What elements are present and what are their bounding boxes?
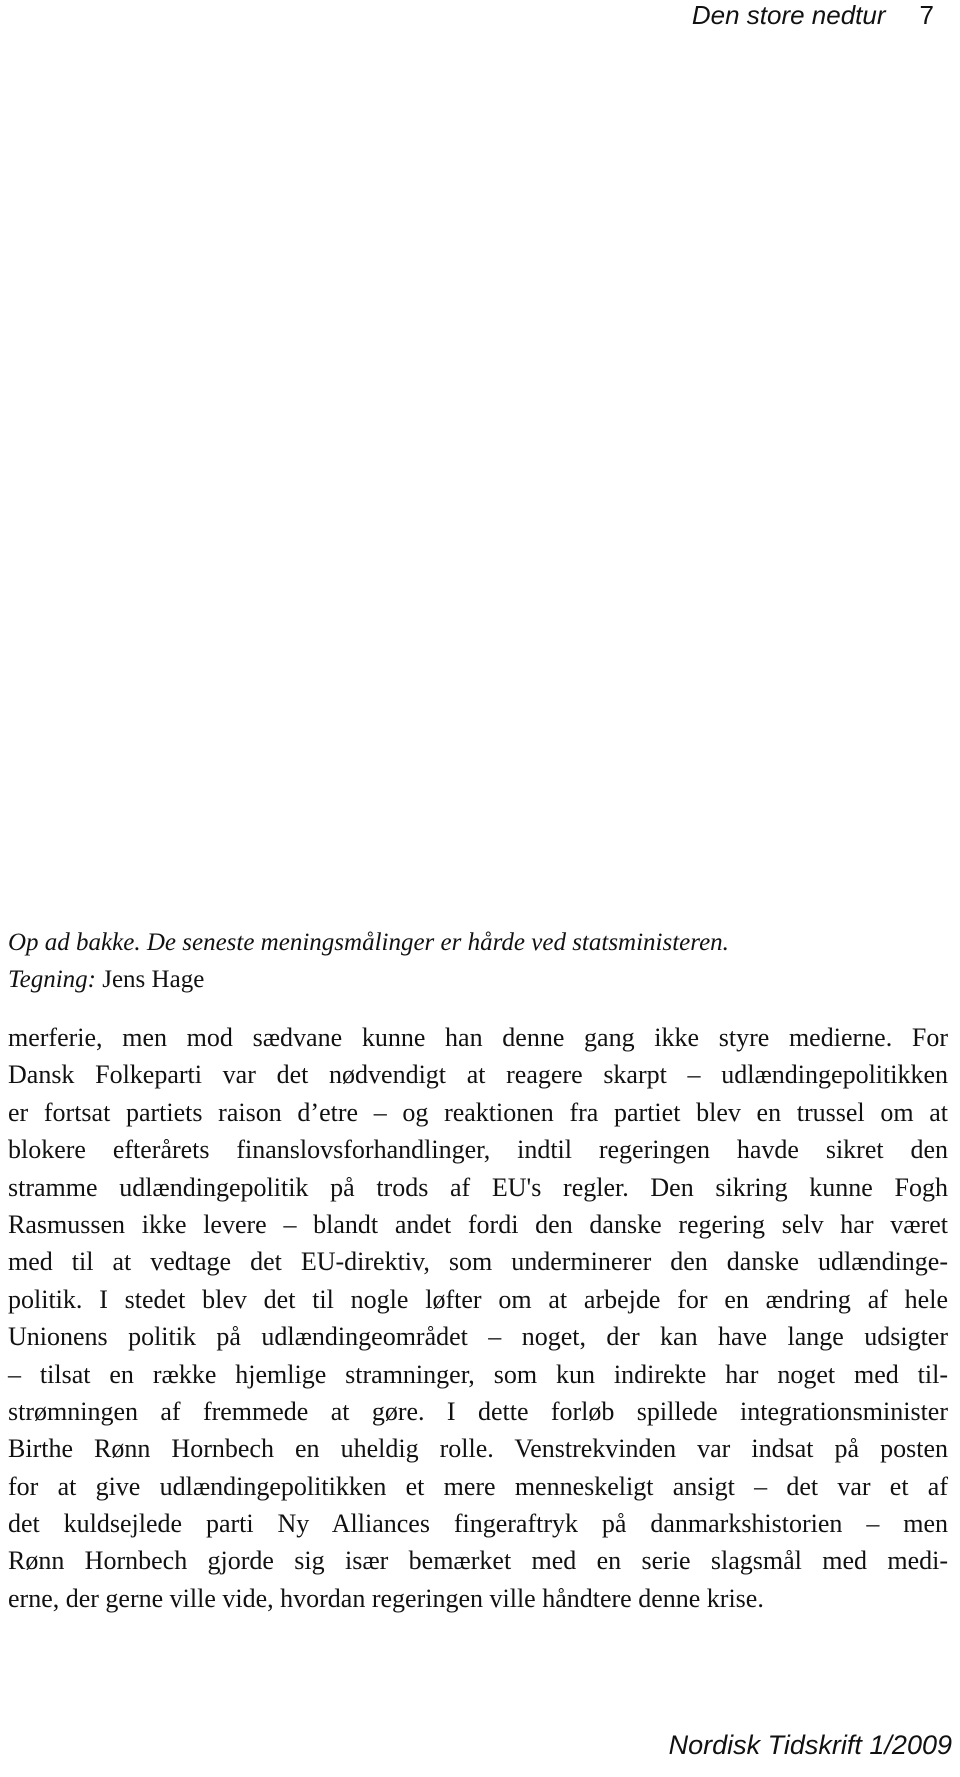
body-line: Birthe Rønn Hornbech en uheldig rolle. Venstrekvinden var indsat på posten: [8, 1434, 948, 1464]
journal-footer: Nordisk Tidskrift 1/2009: [668, 1730, 952, 1760]
body-line: det kuldsejlede parti Ny Alliances fingeraftryk på danmarkshistorien – men: [8, 1509, 948, 1539]
body-line: Unionens politik på udlændingeområdet – noget, der kan have lange udsigter: [8, 1322, 948, 1352]
illustration-placeholder: [8, 60, 948, 910]
body-line: stramme udlændingepolitik på trods af EU's regler. Den sikring kunne Fogh: [8, 1172, 948, 1202]
body-line: Rønn Hornbech gjorde sig især bemærket med en serie slagsmål med medi-: [8, 1546, 948, 1576]
body-line: med til at vedtage det EU-direktiv, som underminerer den danske udlændinge-: [8, 1247, 948, 1277]
caption-credit-name: Jens Hage: [95, 966, 205, 993]
body-line: erne, der gerne ville vide, hvordan regeringen ville håndtere denne krise.: [8, 1583, 764, 1613]
body-line: – tilsat en række hjemlige stramninger, som kun indirekte har noget med til-: [8, 1359, 948, 1389]
body-line: for at give udlændingepolitikken et mere menneskeligt ansigt – det var et af: [8, 1471, 948, 1501]
running-header: [692, 0, 934, 30]
page-number: 7: [919, 0, 934, 30]
caption-text: Op ad bakke. De seneste meningsmålinger er hårde ved statsministeren.: [8, 929, 729, 956]
body-line: politik. I stedet blev det til nogle løfter om at arbejde for en ændring af hele: [8, 1284, 948, 1314]
body-line: merferie, men mod sædvane kunne han denne gang ikke styre medierne. For: [8, 1023, 948, 1052]
body-line: Rasmussen ikke levere – blandt andet fordi den danske regering selv har været: [8, 1209, 948, 1239]
body-line: blokere efterårets finanslovsforhandlinger, indtil regeringen havde sikret den: [8, 1135, 948, 1165]
body-paragraph: [8, 1019, 948, 1617]
running-header-title: Den store nedtur: [691, 0, 886, 30]
figure-caption: [8, 924, 948, 998]
body-line: Dansk Folkeparti var det nødvendigt at reagere skarpt – udlændingepolitikken: [8, 1060, 948, 1090]
body-line: strømningen af fremmede at gøre. I dette forløb spillede integrationsminister: [8, 1396, 948, 1426]
caption-credit-label: Tegning:: [8, 966, 96, 993]
body-line: er fortsat partiets raison d’etre – og reaktionen fra partiet blev en trussel om at: [8, 1097, 948, 1127]
